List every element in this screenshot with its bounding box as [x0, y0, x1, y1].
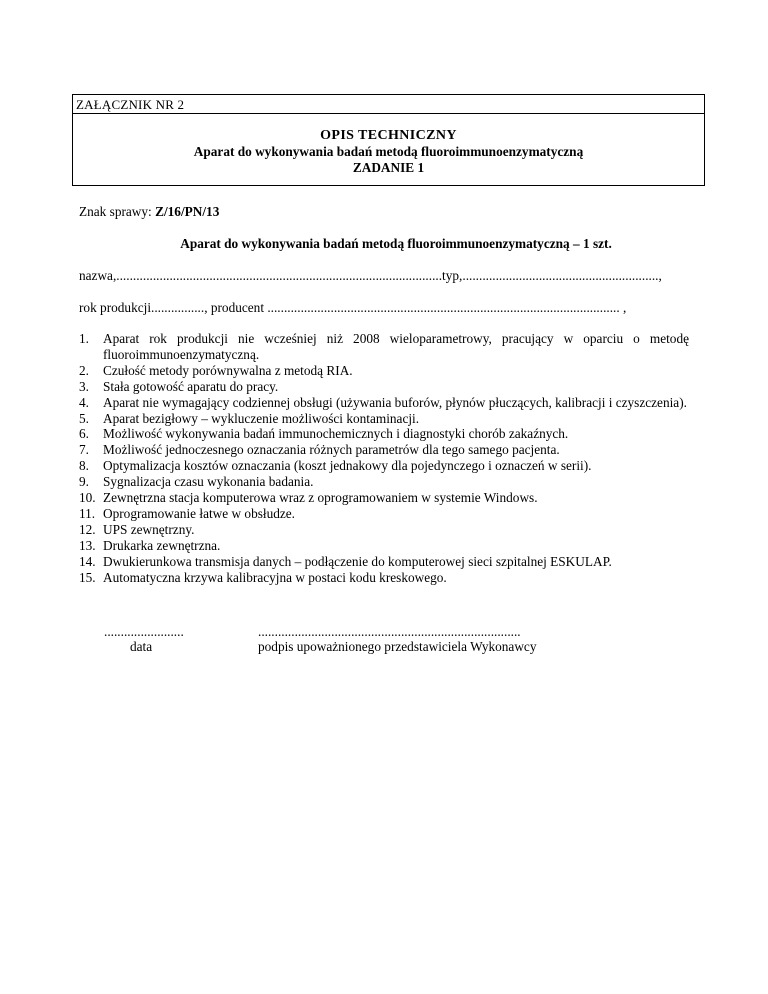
item-text: Dwukierunkowa transmisja danych – podłączenie do komputerowej sieci szpitalnej ESKULAP.: [103, 553, 612, 569]
item-number: 4.: [79, 394, 89, 410]
item-number: 2.: [79, 362, 89, 378]
list-item: [79, 474, 689, 490]
item-number: 10.: [79, 490, 96, 506]
list-item: [79, 490, 689, 506]
item-number: 12.: [79, 521, 96, 537]
case-label: Znak sprawy:: [79, 204, 156, 219]
list-item: [79, 395, 689, 411]
item-number: 11.: [79, 505, 96, 521]
list-item: [79, 506, 689, 522]
item-number: 14.: [79, 553, 96, 569]
item-text: UPS zewnętrzny.: [103, 521, 195, 537]
list-item: [79, 411, 689, 427]
item-text: Sygnalizacja czasu wykonania badania.: [103, 474, 314, 490]
item-text: Czułość metody porównywalna z metodą RIA.: [103, 362, 353, 378]
item-text: Drukarka zewnętrzna.: [103, 537, 221, 553]
item-number: 6.: [79, 426, 89, 442]
list-item: [79, 570, 689, 586]
annex-label: ZAŁĄCZNIK NR 2: [73, 95, 704, 114]
item-text: Optymalizacja kosztów oznaczania (koszt jednakowy dla pojedynczego i oznaczeń w serii).: [103, 458, 592, 474]
item-text: Oprogramowanie łatwe w obsłudze.: [103, 505, 296, 521]
item-text: Automatyczna krzywa kalibracyjna w postaci kodu kreskowego.: [103, 569, 447, 585]
signature-field: ...............................................................................: [258, 624, 521, 639]
name-type-field: nazwa,..................................................................................................typ,...........................................................,: [79, 268, 662, 283]
item-text: Aparat nie wymagający codziennej obsługi (używania buforów, płynów płuczących, kalibracji i czyszczenia).: [103, 394, 687, 410]
case-number: Z/16/PN/13: [155, 204, 220, 219]
list-item: [79, 458, 689, 474]
document-subject: Aparat do wykonywania badań metodą fluoroimmunoenzymatyczną: [193, 144, 584, 159]
list-item: [79, 379, 689, 395]
list-item: [79, 426, 689, 442]
item-number: 13.: [79, 537, 96, 553]
item-number: 7.: [79, 442, 89, 458]
date-field: ........................: [104, 624, 184, 639]
item-number: 3.: [79, 378, 89, 394]
date-label: data: [130, 639, 153, 654]
title-block: [73, 114, 704, 176]
document-title: OPIS TECHNICZNY: [320, 128, 457, 143]
item-number: 9.: [79, 474, 89, 490]
signature-label: podpis upoważnionego przedstawiciela Wykonawcy: [258, 639, 537, 654]
list-item: [79, 538, 689, 554]
list-item: [79, 522, 689, 538]
item-text: Aparat bezigłowy – wykluczenie możliwości kontaminacji.: [103, 410, 420, 426]
item-number: 15.: [79, 569, 96, 585]
item-number: 8.: [79, 458, 89, 474]
item-text: Zewnętrzna stacja komputerowa wraz z oprogramowaniem w systemie Windows.: [103, 490, 538, 506]
item-title: Aparat do wykonywania badań metodą fluoroimmunoenzymatyczną – 1 szt.: [180, 236, 612, 251]
item-text: Stała gotowość aparatu do pracy.: [103, 378, 279, 394]
list-item: [79, 554, 689, 570]
year-producer-field: rok produkcji................, producent .......................................................................................................... ,: [79, 300, 627, 315]
case-reference: [79, 204, 219, 220]
item-text: Aparat rok produkcji nie wcześniej niż 2008 wieloparametrowy, pracujący w oparciu o metodę fluoroimmunoenzymatyczną.: [103, 331, 689, 362]
item-text: Możliwość wykonywania badań immunochemicznych i diagnostyki chorób zakaźnych.: [103, 426, 569, 442]
header-box: [72, 94, 705, 186]
task-label: ZADANIE 1: [352, 160, 425, 175]
requirements-list: [79, 331, 689, 586]
list-item: [79, 442, 689, 458]
list-item: [79, 331, 689, 363]
item-text: Możliwość jednoczesnego oznaczania różnych parametrów dla tego samego pacjenta.: [103, 442, 560, 458]
list-item: [79, 363, 689, 379]
item-number: 5.: [79, 410, 89, 426]
item-number: 1.: [79, 331, 89, 346]
